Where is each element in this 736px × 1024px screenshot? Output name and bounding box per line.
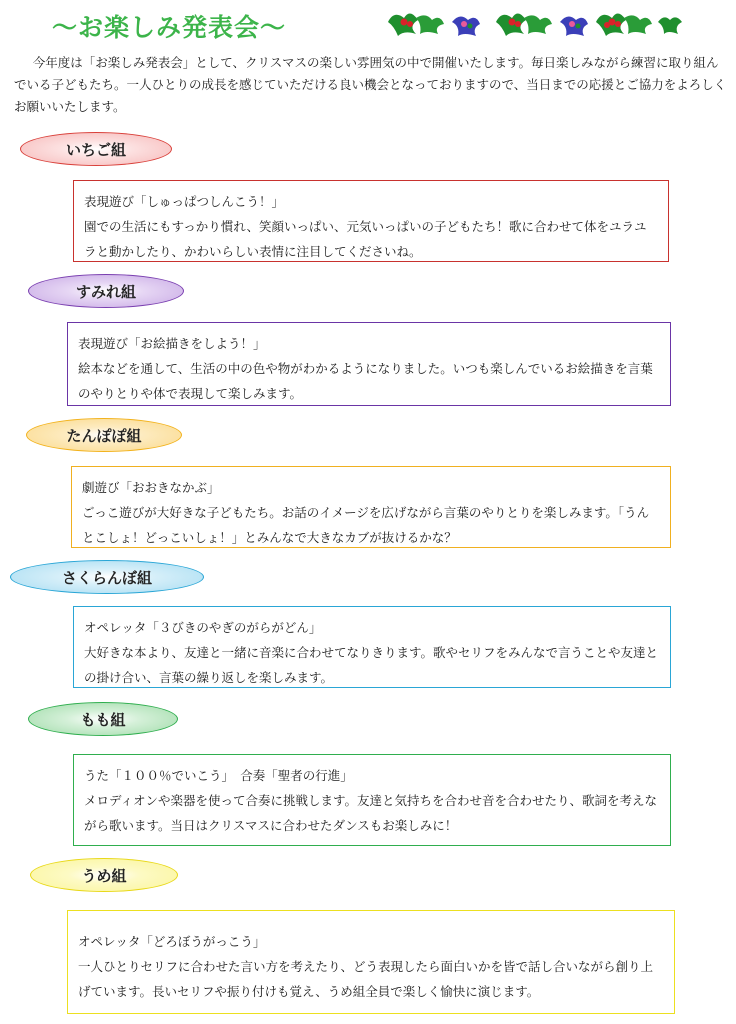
program-description: 絵本などを通して、生活の中の色や物がわかるようになりました。いつも楽しんでいるお絵描きを言葉のやりとりや体で表現して楽しみます。 [78,361,653,401]
program-description: メロディオンや楽器を使って合奏に挑戦します。友達と気持ちを合わせ音を合わせたり、歌詞を考えながら歌います。当日はクリスマスに合わせたダンスもお楽しみに！ [84,793,658,833]
holly-icon [388,13,444,36]
intro-text: 今年度は「お楽しみ発表会」として、クリスマスの楽しい雰囲気の中で開催いたします。毎日楽しみながら練習に取り組んでいる子どもたち。一人ひとりの成長を感じていただける良い機会となっておりますので、当日までの応援とご協力をよろしくお願いいたします。 [14,55,727,114]
program-description: 一人ひとりセリフに合わせた言い方を考えたり、どう表現したら面白いかを皆で話し合いながら創り上げています。長いセリフや振り付けも覚え、うめ組全員で楽しく愉快に演じます。 [78,959,654,999]
class-box-momo [73,754,671,846]
class-label-tanpopo: たんぽぽ組 [26,418,182,452]
grapes-icon [452,16,480,36]
program-description: 園での生活にもすっかり慣れ、笑顔いっぱい、元気いっぱいの子どもたち！歌に合わせて体をユラユラと動かしたり、かわいらしい表情に注目してくださいね。 [84,219,647,259]
program-title: オペレッタ「どろぼうがっこう」 [78,934,266,949]
class-label-sakuranbo: さくらんぼ組 [10,560,204,594]
page-title: ～お楽しみ発表会～ [52,13,287,42]
program-title: 劇遊び「おおきなかぶ」 [82,480,220,495]
class-label-momo: もも組 [28,702,178,736]
program-title: 表現遊び「お絵描きをしよう！」 [78,336,266,351]
program-title: うた「１００％でいこう」 合奏「聖者の行進」 [84,768,353,783]
grapes-icon [560,16,588,36]
class-box-sumire [67,322,671,406]
program-title: オペレッタ「３びきのやぎのがらがどん」 [84,620,322,635]
class-label-ichigo: いちご組 [20,132,172,166]
holly-icon [596,13,652,36]
class-box-sakuranbo [73,606,671,688]
holly-icon [658,17,682,34]
program-title: 表現遊び「しゅっぱつしんこう！」 [84,194,285,209]
class-label-ume: うめ組 [30,858,178,892]
holly-icon [496,13,552,36]
holly-decoration [386,4,686,38]
program-description: 大好きな本より、友達と一緒に音楽に合わせてなりきります。歌やセリフをみんなで言うことや友達との掛け合い、言葉の繰り返しを楽しみます。 [84,645,659,685]
holly-decoration-svg [386,4,686,38]
program-description: ごっこ遊びが大好きな子どもたち。お話のイメージを広げながら言葉のやりとりを楽しみます。「うんとこしょ！どっこいしょ！」とみんなで大きなカブが抜けるかな？ [82,505,650,545]
class-box-tanpopo [71,466,671,548]
class-box-ichigo [73,180,669,262]
class-label-sumire: すみれ組 [28,274,184,308]
class-box-ume [67,910,675,1014]
